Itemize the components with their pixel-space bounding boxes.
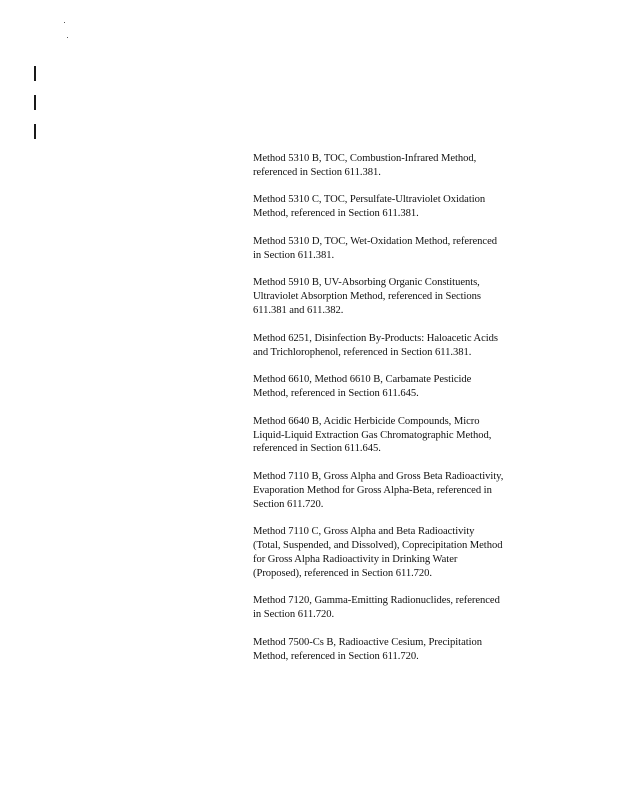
entry-line: Method, referenced in Section 611.720. xyxy=(253,650,419,662)
entry-line: Method 5310 B, TOC, Combustion-Infrared Method, xyxy=(253,153,477,164)
entry-line: and Trichlorophenol, referenced in Section 611.381. xyxy=(253,346,472,358)
method-entry-7110b xyxy=(253,470,553,511)
method-entry-6640b xyxy=(253,415,553,456)
entry-line: (Proposed), referenced in Section 611.720. xyxy=(253,567,433,579)
entry-line: Method, referenced in Section 611.381. xyxy=(253,208,419,220)
method-entry-7500csb xyxy=(253,636,553,664)
method-entry-5310d xyxy=(253,235,553,263)
entry-line: in Section 611.720. xyxy=(253,609,335,621)
entry-line: Method 5910 B, UV-Absorbing Organic Constituents, xyxy=(253,277,480,289)
method-entry-5310b xyxy=(253,152,553,180)
entry-line: Method 5310 C, TOC, Persulfate-Ultraviolet Oxidation xyxy=(253,194,486,206)
entry-line: (Total, Suspended, and Dissolved), Coprecipitation Method xyxy=(253,540,503,552)
entry-line: Method 7120, Gamma-Emitting Radionuclides, referenced xyxy=(253,595,500,607)
entry-line: Evaporation Method for Gross Alpha-Beta, referenced in xyxy=(253,484,492,496)
change-bar-3 xyxy=(34,124,36,139)
entry-line: in Section 611.381. xyxy=(253,249,335,261)
entry-line: Method 6640 B, Acidic Herbicide Compounds, Micro xyxy=(253,415,480,427)
method-reference-list xyxy=(253,152,553,677)
entry-line: Method 7110 B, Gross Alpha and Gross Beta Radioactivity, xyxy=(253,470,504,482)
scan-speck xyxy=(64,22,65,23)
entry-line: Method 7500-Cs B, Radioactive Cesium, Precipitation xyxy=(253,636,483,648)
method-entry-5310c xyxy=(253,193,553,221)
entry-line: for Gross Alpha Radioactivity in Drinking Water xyxy=(253,553,458,565)
method-entry-6251 xyxy=(253,332,553,360)
change-bar-2 xyxy=(34,95,36,110)
entry-line: 611.381 and 611.382. xyxy=(253,305,344,317)
entry-line: Method 5310 D, TOC, Wet-Oxidation Method, referenced xyxy=(253,235,497,247)
change-bar-1 xyxy=(34,66,36,81)
scan-speck xyxy=(67,37,68,38)
entry-line: Method 6610, Method 6610 B, Carbamate Pesticide xyxy=(253,374,472,386)
method-entry-7120 xyxy=(253,594,553,622)
entry-line: referenced in Section 611.645. xyxy=(253,443,381,455)
entry-line: Method, referenced in Section 611.645. xyxy=(253,388,419,400)
method-entry-5910b xyxy=(253,276,553,317)
entry-line: Liquid-Liquid Extraction Gas Chromatographic Method, xyxy=(253,429,492,441)
method-entry-7110c xyxy=(253,525,553,580)
entry-line: referenced in Section 611.381. xyxy=(253,166,381,178)
entry-line: Method 7110 C, Gross Alpha and Beta Radioactivity xyxy=(253,526,475,538)
entry-line: Ultraviolet Absorption Method, referenced in Sections xyxy=(253,291,482,303)
method-entry-6610 xyxy=(253,373,553,401)
entry-line: Section 611.720. xyxy=(253,498,324,510)
entry-line: Method 6251, Disinfection By-Products: Haloacetic Acids xyxy=(253,332,498,344)
